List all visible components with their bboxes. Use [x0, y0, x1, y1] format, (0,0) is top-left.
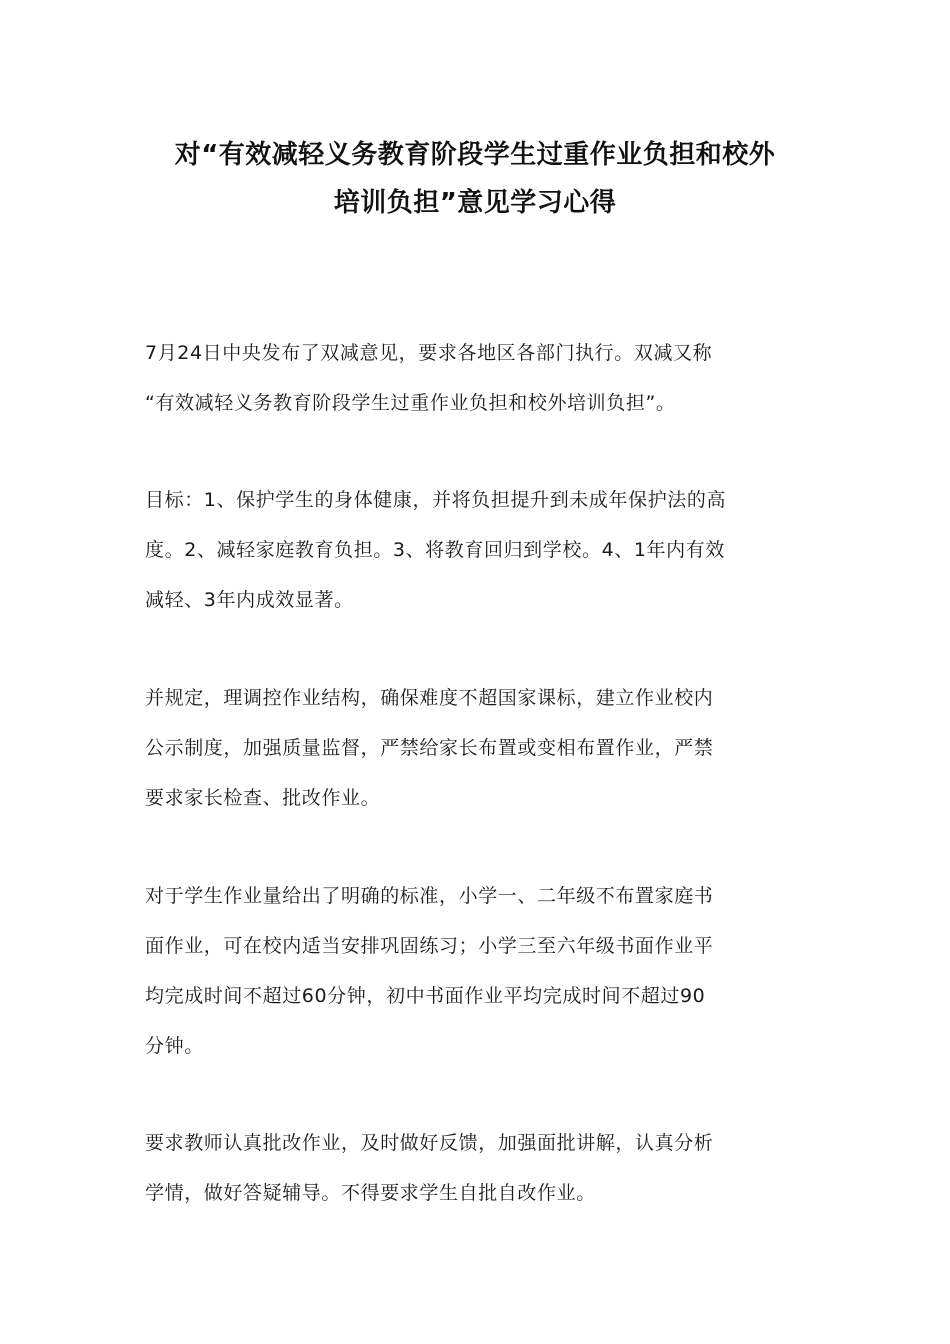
paragraph-line: 对于学生作业量给出了明确的标准，小学一、二年级不布置家庭书 [145, 885, 714, 907]
paragraph-regulations [145, 673, 815, 823]
paragraph-line: 目标：1、保护学生的身体健康，并将负担提升到未成年保护法的高 [145, 489, 727, 511]
paragraph-line: 并规定，理调控作业结构，确保难度不超国家课标，建立作业校内 [145, 687, 714, 709]
paragraph-line: 7月24日中央发布了双减意见，要求各地区各部门执行。双减又称 [145, 342, 713, 364]
paragraph-line: 面作业，可在校内适当安排巩固练习；小学三至六年级书面作业平 [145, 935, 714, 957]
paragraph-line: 要求教师认真批改作业，及时做好反馈，加强面批讲解，认真分析 [145, 1132, 714, 1154]
paragraph-line: 分钟。 [145, 1035, 204, 1057]
paragraph-goals [145, 475, 815, 625]
paragraph-line: 公示制度，加强质量监督，严禁给家长布置或变相布置作业，严禁 [145, 737, 714, 759]
paragraph-line: “有效减轻义务教育阶段学生过重作业负担和校外培训负担”。 [145, 392, 676, 414]
document-title-line-1: 对“有效减轻义务教育阶段学生过重作业负担和校外 [174, 140, 776, 170]
paragraph-homework-standards [145, 871, 815, 1071]
document-title-line-2: 培训负担”意见学习心得 [333, 188, 617, 218]
paragraph-line: 学情，做好答疑辅导。不得要求学生自批自改作业。 [145, 1182, 596, 1204]
paragraph-line: 度。2、减轻家庭教育负担。3、将教育回归到学校。4、1年内有效 [145, 539, 725, 561]
paragraph-teacher-requirements [145, 1118, 815, 1218]
paragraph-intro [145, 328, 815, 428]
paragraph-line: 均完成时间不超过60分钟，初中书面作业平均完成时间不超过90 [145, 985, 706, 1007]
paragraph-line: 要求家长检查、批改作业。 [145, 787, 381, 809]
paragraph-line: 减轻、3年内成效显著。 [145, 589, 354, 611]
